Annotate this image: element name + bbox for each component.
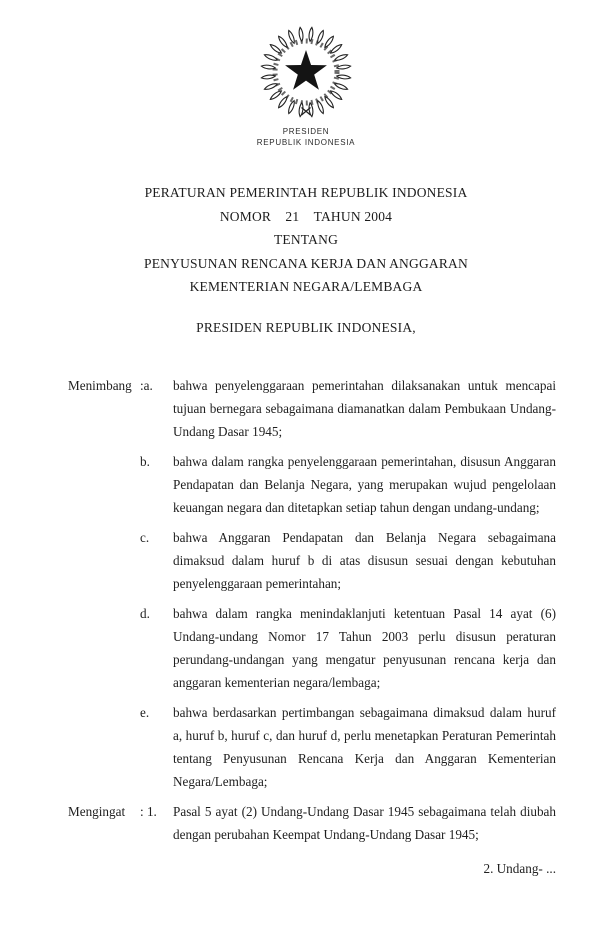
menimbang-item-c bbox=[68, 526, 556, 595]
list-text: bahwa penyelenggaraan pemerintahan dilaksanakan untuk mencapai tujuan bernegara sebagaimana diamanatkan dalam Pembukaan Undang-Undang Dasar 1945; bbox=[173, 377, 556, 439]
agency-line-2: REPUBLIK INDONESIA bbox=[256, 137, 356, 147]
agency-line-1: PRESIDEN bbox=[282, 127, 330, 136]
mengingat-item-1 bbox=[68, 800, 556, 846]
list-marker: : 1. bbox=[140, 803, 157, 819]
list-text: bahwa berdasarkan pertimbangan sebagaimana dimaksud dalam huruf a, huruf b, huruf c, dan huruf d, perlu menetapkan Peraturan Pemerintah tentang Penyusunan Rencana Kerja dan Anggaran Kementerian Negara/Lembaga; bbox=[173, 704, 556, 789]
menimbang-item-e bbox=[68, 701, 556, 793]
title-line-subject-1: PENYUSUNAN RENCANA KERJA DAN ANGGARAN bbox=[144, 255, 468, 271]
list-text: bahwa dalam rangka menindaklanjuti ketentuan Pasal 14 ayat (6) Undang-undang Nomor 17 Tahun 2003 perlu disusun peraturan perundang-undangan yang mengatur penyusunan rencana kerja dan anggaran kementerian negara/lembaga; bbox=[173, 605, 556, 690]
list-text: bahwa dalam rangka penyelenggaraan pemerintahan, disusun Anggaran Pendapatan dan Belanja Negara, yang merupakan wujud pengelolaan keuangan negara dan ditetapkan setiap tahun dengan undang-undang; bbox=[173, 453, 556, 515]
page-catchword: 2. Undang- ... bbox=[483, 860, 556, 876]
title-line-subject-2: KEMENTERIAN NEGARA/LEMBAGA bbox=[189, 279, 423, 294]
title-line-regulation: PERATURAN PEMERINTAH REPUBLIK INDONESIA bbox=[144, 185, 468, 200]
preamble bbox=[68, 374, 556, 846]
menimbang-item-d bbox=[68, 602, 556, 694]
list-text: bahwa Anggaran Pendapatan dan Belanja Negara sebagaimana dimaksud dalam huruf b di atas disusun sesuai dengan kebutuhan penyelenggaraan pemerintahan; bbox=[173, 529, 556, 591]
mengingat-section bbox=[68, 800, 556, 846]
list-marker: c. bbox=[140, 529, 150, 545]
list-marker: b. bbox=[140, 453, 150, 469]
mengingat-label: Mengingat bbox=[68, 803, 126, 819]
document-header bbox=[0, 0, 612, 148]
menimbang-item-b bbox=[68, 450, 556, 519]
title-line-tentang: TENTANG bbox=[273, 232, 339, 247]
list-marker: :a. bbox=[140, 377, 153, 393]
salutation-line: PRESIDEN REPUBLIK INDONESIA, bbox=[196, 319, 416, 335]
menimbang-label: Menimbang bbox=[68, 377, 132, 393]
regulation-title bbox=[0, 181, 612, 299]
presidential-seal-icon bbox=[256, 22, 356, 119]
list-text: Pasal 5 ayat (2) Undang-Undang Dasar 1945 sebagaimana telah diubah dengan perubahan Keempat Undang-Undang Dasar 1945; bbox=[173, 803, 556, 842]
menimbang-item-a bbox=[68, 374, 556, 443]
list-marker: e. bbox=[140, 704, 150, 720]
list-marker: d. bbox=[140, 605, 150, 621]
agency-name bbox=[0, 127, 612, 148]
star-icon bbox=[285, 50, 327, 90]
menimbang-section bbox=[68, 374, 556, 793]
title-line-number: NOMOR 21 TAHUN 2004 bbox=[219, 208, 393, 224]
